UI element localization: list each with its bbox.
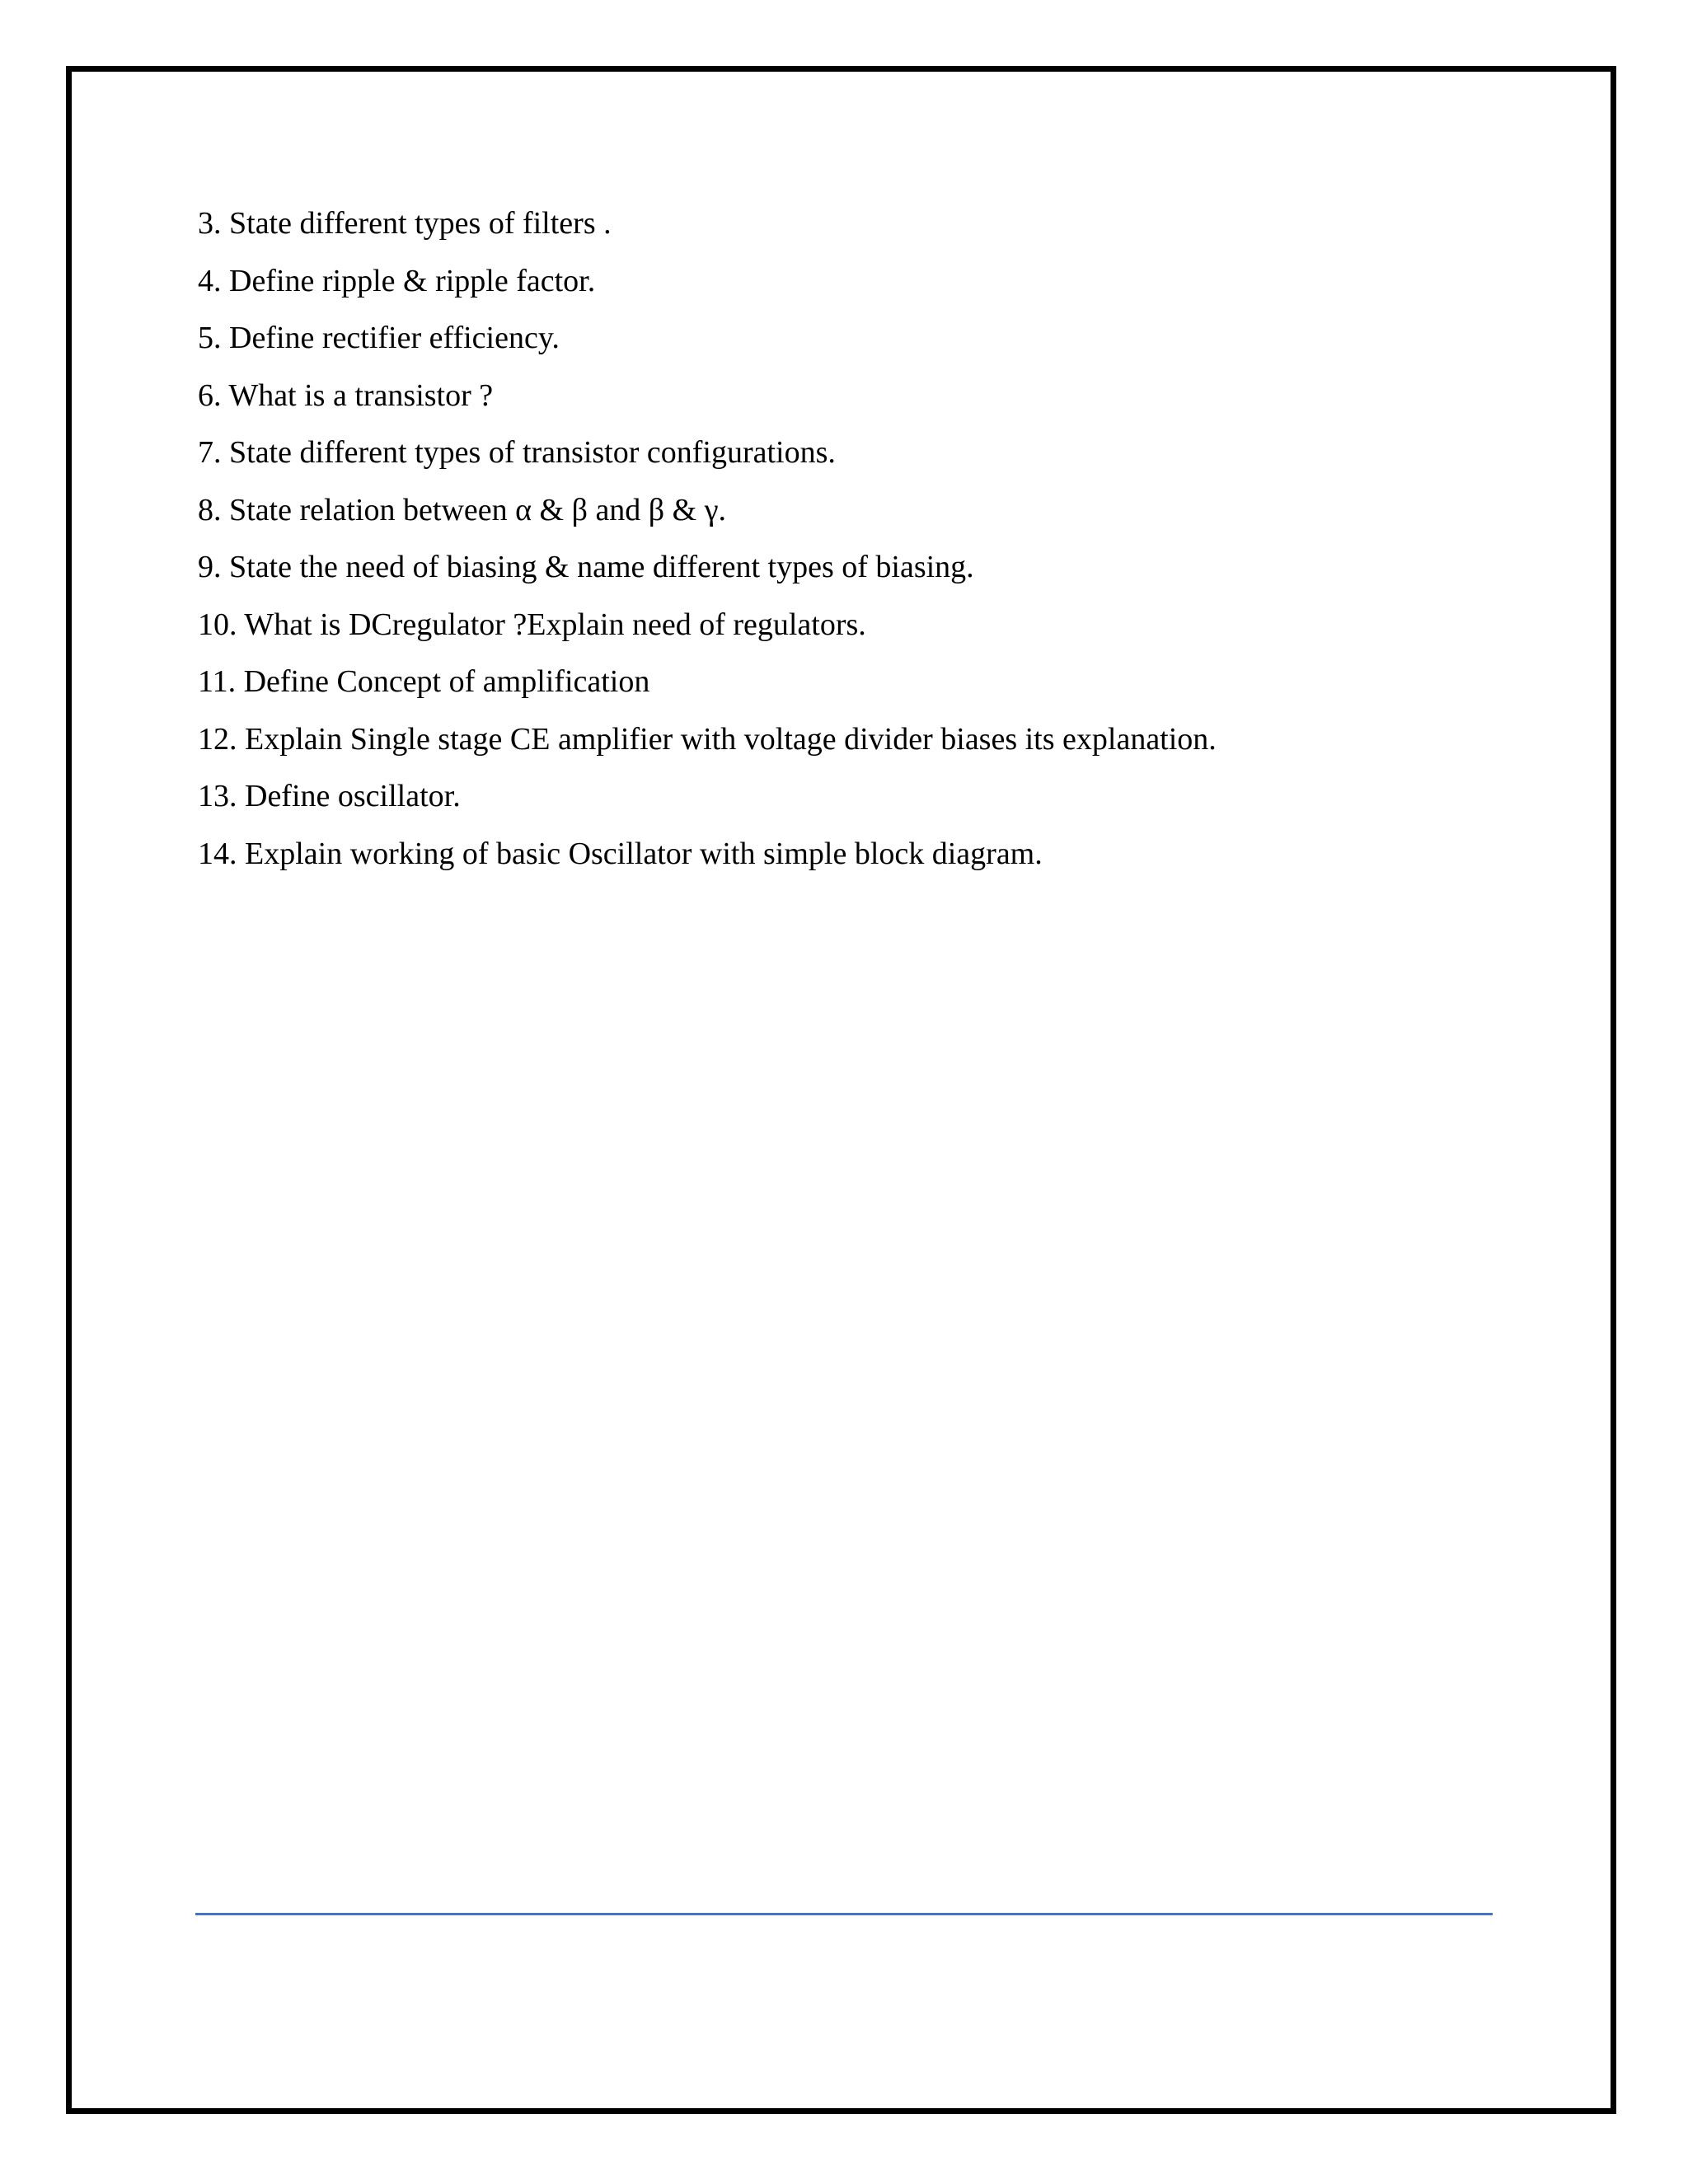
question-number: 14. [198, 836, 237, 871]
question-item [198, 424, 1550, 482]
question-item [198, 597, 1550, 654]
question-text: Define Concept of amplification [243, 664, 650, 699]
question-text: State different types of filters . [229, 206, 612, 241]
question-text: State different types of transistor configurations. [229, 435, 836, 470]
question-text: Define ripple & ripple factor. [229, 263, 596, 298]
question-item [198, 654, 1550, 711]
question-number: 12. [198, 721, 237, 757]
question-number: 3. [198, 206, 222, 241]
question-number: 4. [198, 263, 222, 298]
question-number: 8. [198, 492, 222, 527]
question-item [198, 768, 1550, 826]
question-text: Explain working of basic Oscillator with simple block diagram. [245, 836, 1043, 871]
question-item [198, 482, 1550, 540]
question-text: Explain Single stage CE amplifier with voltage divider biases its explanation. [245, 721, 1217, 757]
question-text: State the need of biasing & name different types of biasing. [229, 550, 974, 584]
question-number: 9. [198, 550, 222, 584]
question-text: Define oscillator. [245, 779, 461, 813]
question-number: 7. [198, 435, 222, 470]
question-text: State relation between α & β and β & γ. [229, 492, 726, 527]
question-item [198, 310, 1550, 368]
question-text: What is a transistor ? [228, 377, 494, 413]
question-list [198, 195, 1550, 883]
question-item [198, 253, 1550, 311]
question-item [198, 539, 1550, 597]
question-number: 6. [198, 377, 222, 413]
question-item [198, 368, 1550, 425]
question-item [198, 826, 1550, 883]
question-text: Define rectifier efficiency. [229, 321, 560, 355]
question-item [198, 711, 1550, 769]
question-item [198, 195, 1550, 253]
question-number: 10. [198, 607, 237, 642]
question-number: 5. [198, 321, 222, 355]
question-text: What is DCregulator ?Explain need of regulators. [244, 607, 866, 642]
question-number: 13. [198, 779, 237, 813]
question-number: 11. [198, 664, 237, 699]
footer-divider [195, 1913, 1493, 1915]
